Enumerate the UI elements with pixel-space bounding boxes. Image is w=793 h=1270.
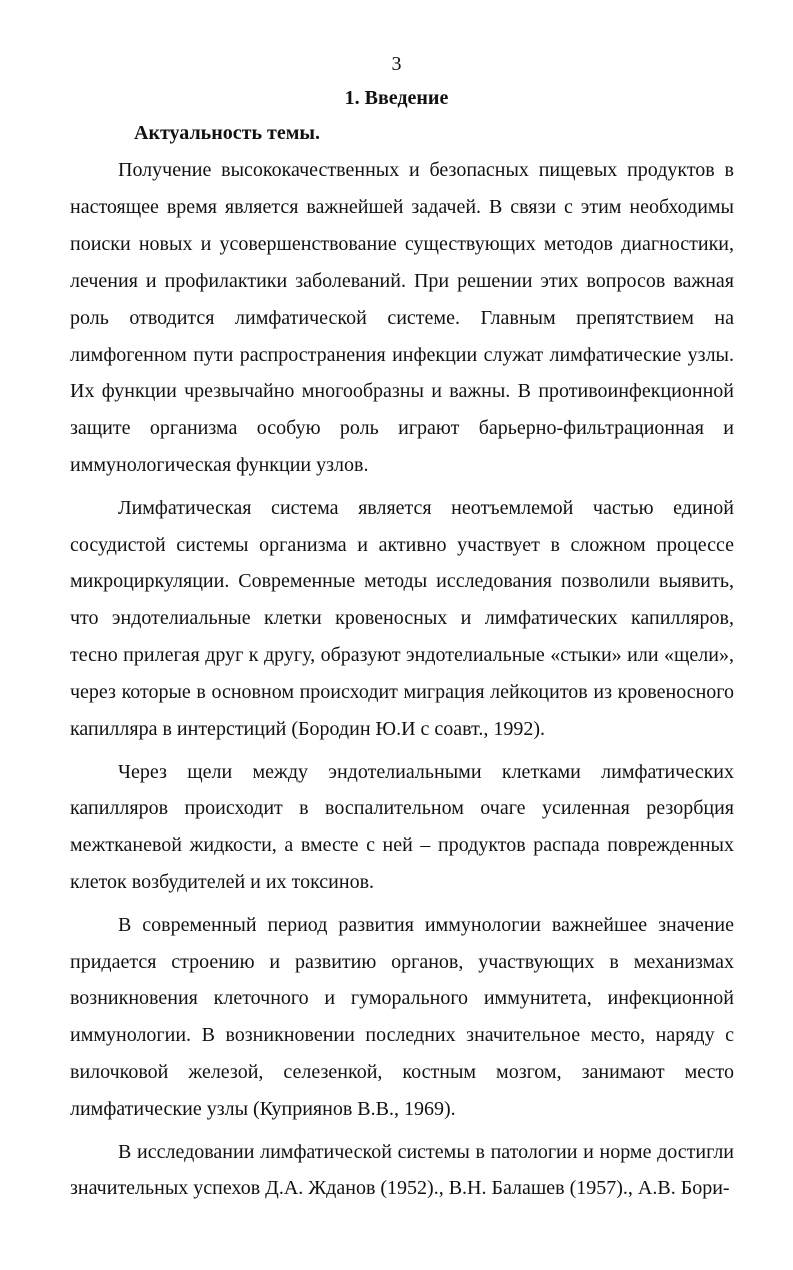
body-text xyxy=(70,152,734,1207)
subsection-title: Актуальность темы. xyxy=(134,122,320,144)
paragraph: Получение высококачественных и безопасных пищевых продуктов в настоящее время является важнейшей задачей. В связи с этим необходимы поиски новых и усовершенствование существующих методов диагностики, лечения и профилактики заболеваний. При решении этих вопросов важная роль отводится лимфатической системе. Главным препятствием на лимфогенном пути распространения инфекции служат лимфатические узлы. Их функции чрезвычайно многообразны и важны. В противоинфекционной защите организма особую роль играют барьерно-фильтрационная и иммунологическая функции узлов. xyxy=(70,159,734,477)
paragraph: В современный период развития иммунологии важнейшее значение придается строению и развитию органов, участвующих в механизмах возникновения клеточного и гуморального иммунитета, инфекционной иммунологии. В возникновении последних значительное место, наряду с вилочковой железой, селезенкой, костным мозгом, занимают место лимфатические узлы (Куприянов В.В., 1969). xyxy=(70,913,734,1121)
paragraph: В исследовании лимфатической системы в патологии и норме достигли значительных успехов Д.А. Жданов (1952)., В.Н. Балашев (1957)., А.В. Бори- xyxy=(70,1140,734,1200)
paragraph: Лимфатическая система является неотъемлемой частью единой сосудистой системы организма и активно участвует в сложном процессе микроциркуляции. Современные методы исследования позволили выявить, что эндотелиальные клетки кровеносных и лимфатических капилляров, тесно прилегая друг к другу, образуют эндотелиальные «стыки» или «щели», через которые в основном происходит миграция лейкоцитов из кровеносного капилляра в интерстиций (Бородин Ю.И с соавт., 1992). xyxy=(70,496,734,741)
section-title: 1. Введение xyxy=(344,87,449,109)
paragraph: Через щели между эндотелиальными клетками лимфатических капилляров происходит в воспалительном очаге усиленная резорбция межтканевой жидкости, а вместе с ней – продуктов распада поврежденных клеток возбудителей и их токсинов. xyxy=(70,760,734,894)
page-number: 3 xyxy=(391,53,402,75)
